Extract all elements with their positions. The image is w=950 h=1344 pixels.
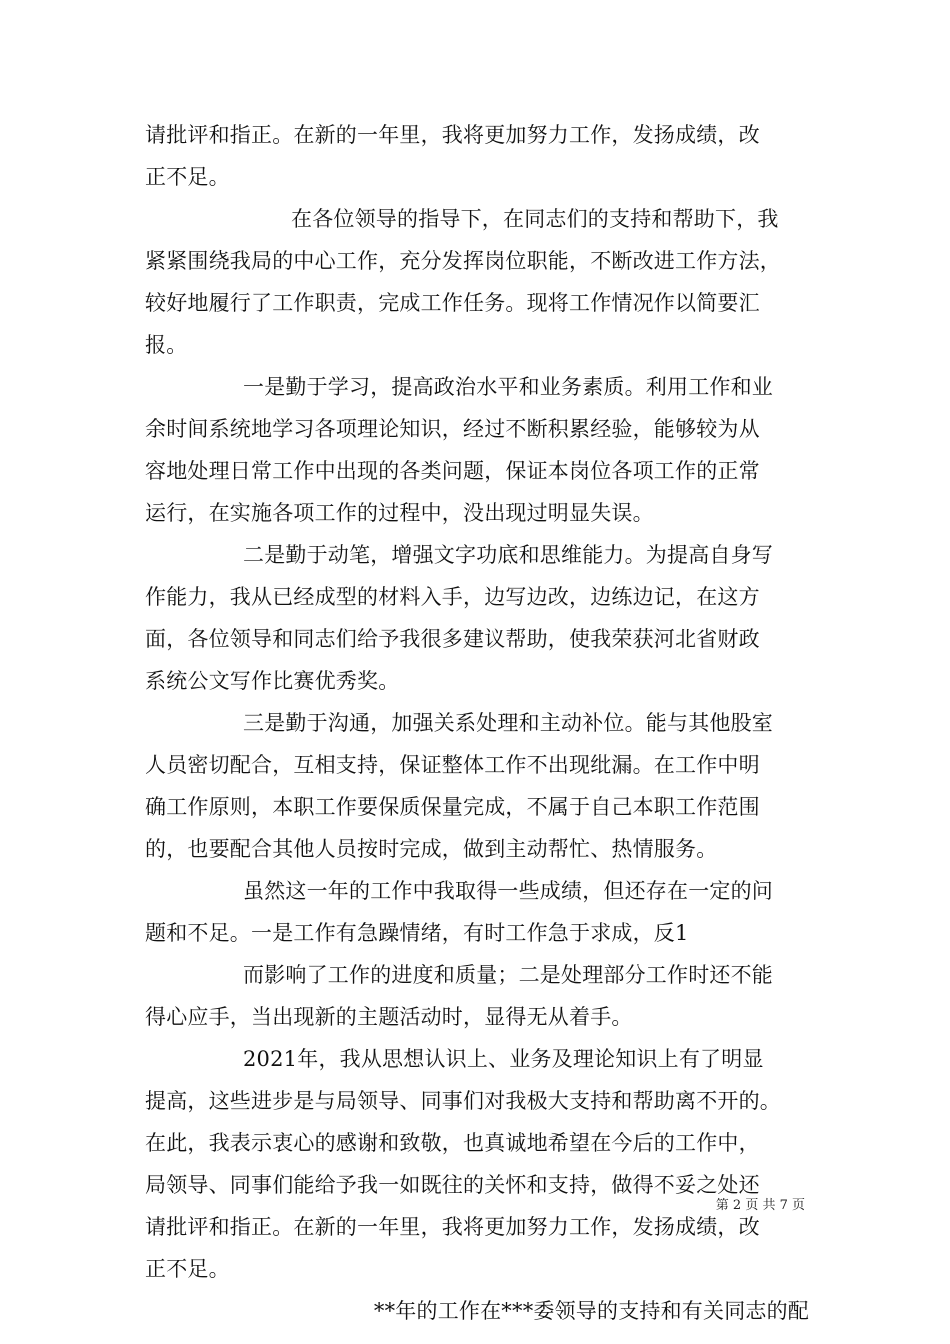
text-line: 人员密切配合，互相支持，保证整体工作不出现纰漏。在工作中明 xyxy=(145,753,760,777)
text-line: 虽然这一年的工作中我取得一些成绩，但还存在一定的问 xyxy=(243,879,773,903)
text-line: 正不足。 xyxy=(145,1257,230,1281)
text-line: 提高，这些进步是与局领导、同事们对我极大支持和帮助离不开的。 xyxy=(145,1089,781,1113)
text-line: 容地处理日常工作中出现的各类问题，保证本岗位各项工作的正常 xyxy=(145,459,760,483)
text-line: 得心应手，当出现新的主题活动时，显得无从着手。 xyxy=(145,1005,633,1029)
text-line: **年的工作在***委领导的支持和有关同志的配 xyxy=(373,1299,809,1323)
text-line: 题和不足。一是工作有急躁情绪，有时工作急于求成，反1 xyxy=(145,921,689,945)
text-line: 2021年，我从思想认识上、业务及理论知识上有了明显 xyxy=(243,1047,764,1071)
document-body xyxy=(145,114,809,1332)
text-line: 二是勤于动笔，增强文字功底和思维能力。为提高自身写 xyxy=(243,543,773,567)
text-line: 较好地履行了工作职责，完成工作任务。现将工作情况作以简要汇 xyxy=(145,291,760,315)
text-line: 系统公文写作比赛优秀奖。 xyxy=(145,669,400,693)
text-line: 的，也要配合其他人员按时完成，做到主动帮忙、热情服务。 xyxy=(145,837,718,861)
page-footer: 第 2 页 共 7 页 xyxy=(715,1198,805,1213)
text-line: 确工作原则，本职工作要保质保量完成，不属于自己本职工作范围 xyxy=(145,795,760,819)
text-line: 在此，我表示衷心的感谢和致敬，也真诚地希望在今后的工作中， xyxy=(145,1131,760,1155)
text-line: 紧紧围绕我局的中心工作，充分发挥岗位职能，不断改进工作方法， xyxy=(145,249,781,273)
text-line: 三是勤于沟通，加强关系处理和主动补位。能与其他股室 xyxy=(243,711,773,735)
text-line: 余时间系统地学习各项理论知识，经过不断积累经验，能够较为从 xyxy=(145,417,760,441)
text-line: 一是勤于学习，提高政治水平和业务素质。利用工作和业 xyxy=(243,375,773,399)
text-line: 运行，在实施各项工作的过程中，没出现过明显失误。 xyxy=(145,501,654,525)
text-line: 正不足。 xyxy=(145,165,230,189)
text-line: 作能力，我从已经成型的材料入手，边写边改，边练边记，在这方 xyxy=(145,585,760,609)
text-line: 面，各位领导和同志们给予我很多建议帮助，使我荣获河北省财政 xyxy=(145,627,760,651)
text-line: 请批评和指正。在新的一年里，我将更加努力工作，发扬成绩，改 xyxy=(145,1215,760,1239)
text-line: 局领导、同事们能给予我一如既往的关怀和支持，做得不妥之处还 xyxy=(145,1173,760,1197)
text-line: 而影响了工作的进度和质量；二是处理部分工作时还不能 xyxy=(243,963,773,987)
text-line: 在各位领导的指导下，在同志们的支持和帮助下，我 xyxy=(291,207,779,231)
text-line: 报。 xyxy=(145,333,188,357)
text-line: 请批评和指正。在新的一年里，我将更加努力工作，发扬成绩，改 xyxy=(145,123,760,147)
